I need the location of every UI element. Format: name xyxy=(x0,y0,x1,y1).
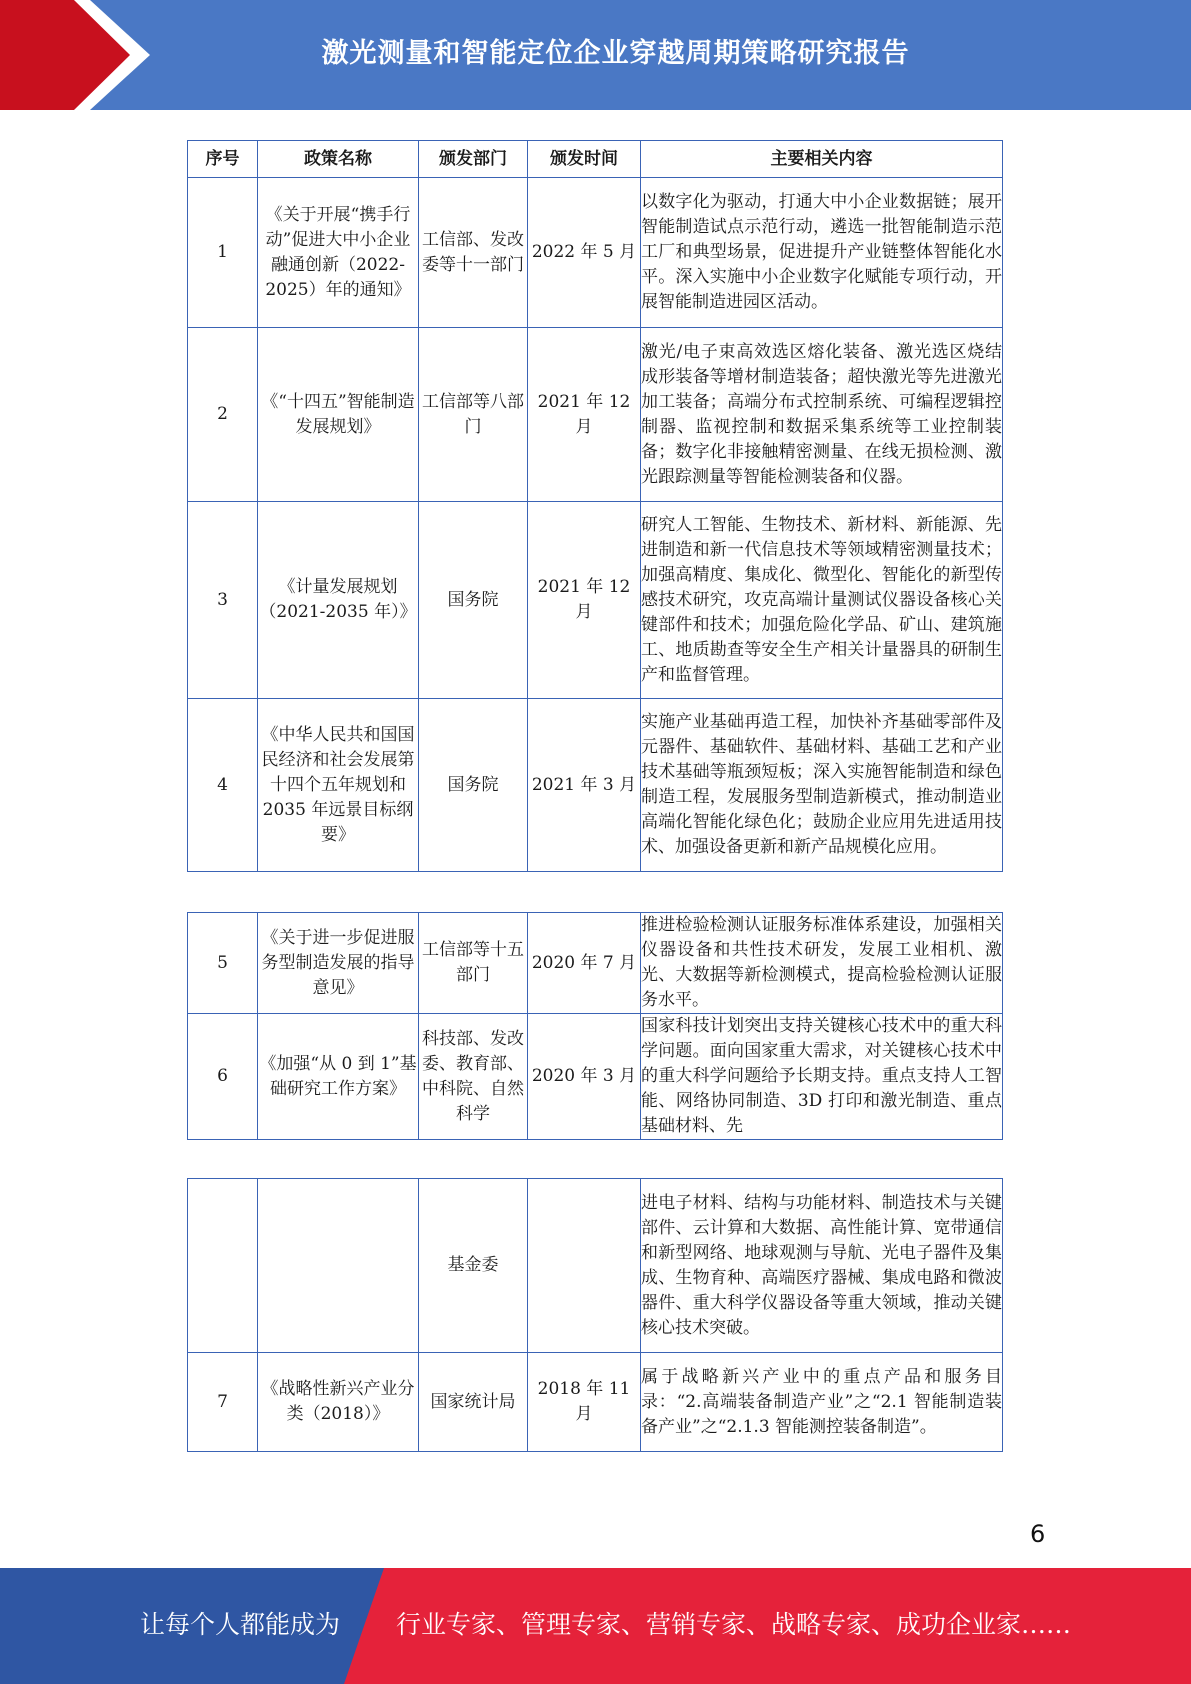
policy-table-part-1 xyxy=(187,140,1003,872)
issue-date: 2020 年 3 月 xyxy=(528,1014,641,1140)
column-header-content: 主要相关内容 xyxy=(641,141,1003,178)
table-row xyxy=(188,1353,1003,1452)
column-header-time: 颁发时间 xyxy=(528,141,641,178)
policy-name: 《中华人民共和国国民经济和社会发展第十四个五年规划和 2035 年远景目标纲要》 xyxy=(258,699,419,872)
issuing-department: 基金委 xyxy=(419,1179,528,1353)
row-number: 6 xyxy=(188,1014,258,1140)
policy-name: 《加强“从 0 到 1”基础研究工作方案》 xyxy=(258,1014,419,1140)
row-number xyxy=(188,1179,258,1353)
header-title: 激光测量和智能定位企业穿越周期策略研究报告 xyxy=(321,37,910,69)
table-row xyxy=(188,699,1003,872)
table-row xyxy=(188,328,1003,502)
row-number: 2 xyxy=(188,328,258,502)
policy-table-part-3 xyxy=(187,1178,1003,1452)
row-number: 5 xyxy=(188,913,258,1014)
policy-name: 《计量发展规划（2021-2035 年）》 xyxy=(258,502,419,699)
table-row-continuation xyxy=(188,1179,1003,1353)
page-header xyxy=(0,0,1191,110)
row-number: 1 xyxy=(188,178,258,328)
issuing-department: 工信部、发改委等十一部门 xyxy=(419,178,528,328)
table-header-row xyxy=(188,141,1003,178)
page-footer xyxy=(0,1568,1191,1684)
table-row xyxy=(188,913,1003,1014)
policy-content: 研究人工智能、生物技术、新材料、新能源、先进制造和新一代信息技术等领域精密测量技术；加强高精度、集成化、微型化、智能化的新型传感技术研究，攻克高端计量测试仪器设备核心关键部件和技术；加强危险化学品、矿山、建筑施工、地质勘查等安全生产相关计量器具的研制生产和监督管理。 xyxy=(641,502,1003,699)
row-number: 4 xyxy=(188,699,258,872)
issuing-department: 工信部等八部门 xyxy=(419,328,528,502)
table-row xyxy=(188,178,1003,328)
page-number: 6 xyxy=(1030,1520,1046,1548)
issue-date: 2022 年 5 月 xyxy=(528,178,641,328)
issue-date xyxy=(528,1179,641,1353)
issuing-department: 国务院 xyxy=(419,699,528,872)
issue-date: 2021 年 12 月 xyxy=(528,328,641,502)
issue-date: 2021 年 12 月 xyxy=(528,502,641,699)
row-number: 7 xyxy=(188,1353,258,1452)
policy-content: 实施产业基础再造工程，加快补齐基础零部件及元器件、基础软件、基础材料、基础工艺和产业技术基础等瓶颈短板；深入实施智能制造和绿色制造工程，发展服务型制造新模式，推动制造业高端化智能化绿色化；鼓励企业应用先进适用技术、加强设备更新和新产品规模化应用。 xyxy=(641,699,1003,872)
table-row xyxy=(188,502,1003,699)
policy-content: 属于战略新兴产业中的重点产品和服务目录：“2.高端装备制造产业”之“2.1 智能制造装备产业”之“2.1.3 智能测控装备制造”。 xyxy=(641,1353,1003,1452)
footer-slogan-left: 让每个人都能成为 xyxy=(140,1610,341,1639)
column-header-num: 序号 xyxy=(188,141,258,178)
policy-table-part-2 xyxy=(187,912,1003,1140)
column-header-name: 政策名称 xyxy=(258,141,419,178)
footer-slogan-right: 行业专家、管理专家、营销专家、战略专家、成功企业家…… xyxy=(396,1610,1072,1639)
policy-name: 《战略性新兴产业分类（2018）》 xyxy=(258,1353,419,1452)
column-header-dept: 颁发部门 xyxy=(419,141,528,178)
issue-date: 2018 年 11 月 xyxy=(528,1353,641,1452)
header-arrow-flag xyxy=(0,0,160,110)
policy-content: 推进检验检测认证服务标准体系建设，加强相关仪器设备和共性技术研发，发展工业相机、激光、大数据等新检测模式，提高检验检测认证服务水平。 xyxy=(641,913,1003,1014)
policy-name xyxy=(258,1179,419,1353)
table-row xyxy=(188,1014,1003,1140)
policy-content: 以数字化为驱动，打通大中小企业数据链；展开智能制造试点示范行动，遴选一批智能制造示范工厂和典型场景，促进提升产业链整体智能化水平。深入实施中小企业数字化赋能专项行动，开展智能制造进园区活动。 xyxy=(641,178,1003,328)
policy-name: 《“十四五”智能制造发展规划》 xyxy=(258,328,419,502)
issuing-department: 国家统计局 xyxy=(419,1353,528,1452)
issuing-department: 科技部、发改委、教育部、中科院、自然科学 xyxy=(419,1014,528,1140)
policy-content: 进电子材料、结构与功能材料、制造技术与关键部件、云计算和大数据、高性能计算、宽带通信和新型网络、地球观测与导航、光电子器件及集成、生物育种、高端医疗器械、集成电路和微波器件、重大科学仪器设备等重大领域，推动关键核心技术突破。 xyxy=(641,1179,1003,1353)
issuing-department: 工信部等十五部门 xyxy=(419,913,528,1014)
policy-name: 《关于进一步促进服务型制造发展的指导意见》 xyxy=(258,913,419,1014)
policy-content: 激光/电子束高效选区熔化装备、激光选区烧结成形装备等增材制造装备；超快激光等先进激光加工装备；高端分布式控制系统、可编程逻辑控制器、监视控制和数据采集系统等工业控制装备；数字化非接触精密测量、在线无损检测、激光跟踪测量等智能检测装备和仪器。 xyxy=(641,328,1003,502)
issuing-department: 国务院 xyxy=(419,502,528,699)
row-number: 3 xyxy=(188,502,258,699)
issue-date: 2021 年 3 月 xyxy=(528,699,641,872)
policy-name: 《关于开展“携手行动”促进大中小企业融通创新（2022-2025）年的通知》 xyxy=(258,178,419,328)
issue-date: 2020 年 7 月 xyxy=(528,913,641,1014)
policy-content: 国家科技计划突出支持关键核心技术中的重大科学问题。面向国家重大需求，对关键核心技术中的重大科学问题给予长期支持。重点支持人工智能、网络协同制造、3D 打印和激光制造、重点基础材料、先 xyxy=(641,1014,1003,1140)
